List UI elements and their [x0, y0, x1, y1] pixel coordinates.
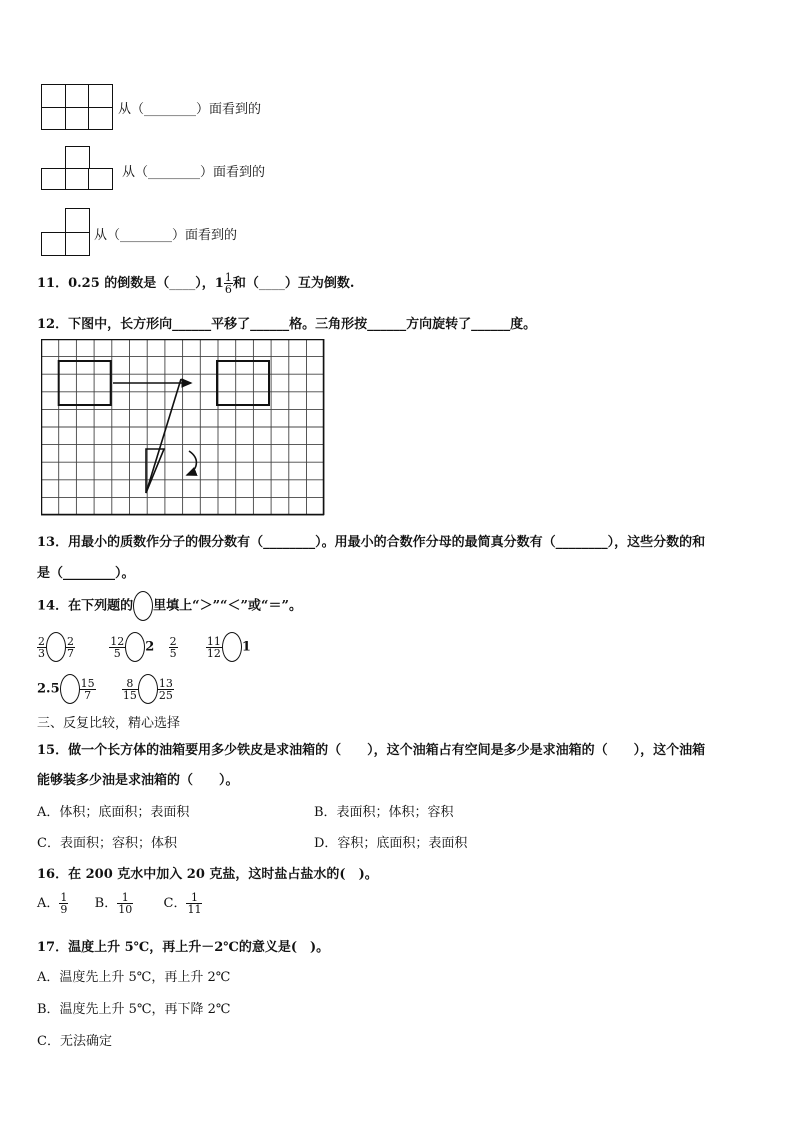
question-17: 17．温度上升 5℃，再上升－2℃的意义是( )。 [37, 940, 330, 955]
fraction-1-6: $\frac{1}{6}$ [224, 271, 232, 296]
q17-option-a[interactable]: A．温度先上升 5℃，再上升 2℃ [37, 970, 231, 985]
q17-option-b[interactable]: B．温度先上升 5℃，再下降 2℃ [37, 1002, 231, 1017]
question-11: 11．0.25 的倒数是（____），1 $\frac{1}{6}$ 和（____）互为倒数. [37, 271, 355, 296]
view-shape-1 [41, 84, 113, 130]
compare-oval[interactable] [222, 632, 242, 662]
triangle-hypotenuse [146, 379, 181, 493]
oval-icon [133, 591, 153, 621]
question-15-line-2: 能够装多少油是求油箱的（ ）。 [37, 773, 239, 788]
q16-option-c[interactable]: C． $\frac{1}{11}$ [163, 891, 202, 916]
q16-option-a[interactable]: A． $\frac{1}{9}$ [37, 891, 68, 916]
q15-option-a[interactable]: A．体积；底面积；表面积 [37, 805, 190, 820]
compare-oval[interactable] [125, 632, 145, 662]
view-shape-2 [41, 146, 113, 190]
q17-option-c[interactable]: C．无法确定 [37, 1034, 112, 1049]
rotation-arrow [187, 451, 196, 475]
grid-diagram [41, 339, 325, 516]
question-13-line-1: 13．用最小的质数作分子的假分数有（________）。用最小的合数作分母的最简真分数有（________），这些分数的和 [37, 535, 706, 550]
rectangle-moved [217, 361, 269, 405]
compare-oval[interactable] [138, 674, 158, 704]
q15-option-d[interactable]: D．容积；底面积；表面积 [314, 836, 468, 851]
rectangle-original [59, 361, 111, 405]
view-shape-3 [41, 208, 91, 256]
question-15-line-1: 15．做一个长方体的油箱要用多少铁皮是求油箱的（ ），这个油箱占有空间是多少是求油箱的（ ），这个油箱 [37, 743, 706, 758]
compare-oval[interactable] [60, 674, 80, 704]
q15-option-b[interactable]: B．表面积；体积；容积 [314, 805, 454, 820]
q16-options [37, 892, 202, 915]
compare-oval[interactable] [46, 632, 66, 662]
section-3-heading: 三、反复比较，精心选择 [37, 716, 181, 731]
question-16: 16．在 200 克水中加入 20 克盐，这时盐占盐水的( )。 [37, 867, 378, 882]
q15-option-c[interactable]: C．表面积；容积；体积 [37, 836, 177, 851]
view-label-1: 从（________）面看到的 [118, 102, 262, 117]
q16-option-b[interactable]: B． $\frac{1}{10}$ [94, 891, 133, 916]
compare-row-1: $\frac{2}{3}$ $\frac{2}{7}$ $\frac{12}{5}$ 2 $\frac{2}{5}$ $\frac{11}{12}$ 1 [37, 632, 251, 662]
question-14: 14．在下列题的 里填上“＞”“＜”或“＝”。 [37, 591, 302, 621]
view-label-2: 从（________）面看到的 [122, 165, 266, 180]
question-13-line-2: 是（________）。 [37, 566, 135, 581]
question-12: 12．下图中，长方形向______平移了______格。三角形按______方向旋转了______度。 [37, 317, 537, 332]
view-label-3: 从（________）面看到的 [94, 228, 238, 243]
compare-row-2: 2.5 $\frac{15}{7}$ $\frac{8}{15}$ $\frac{13}{25}$ [37, 674, 174, 704]
